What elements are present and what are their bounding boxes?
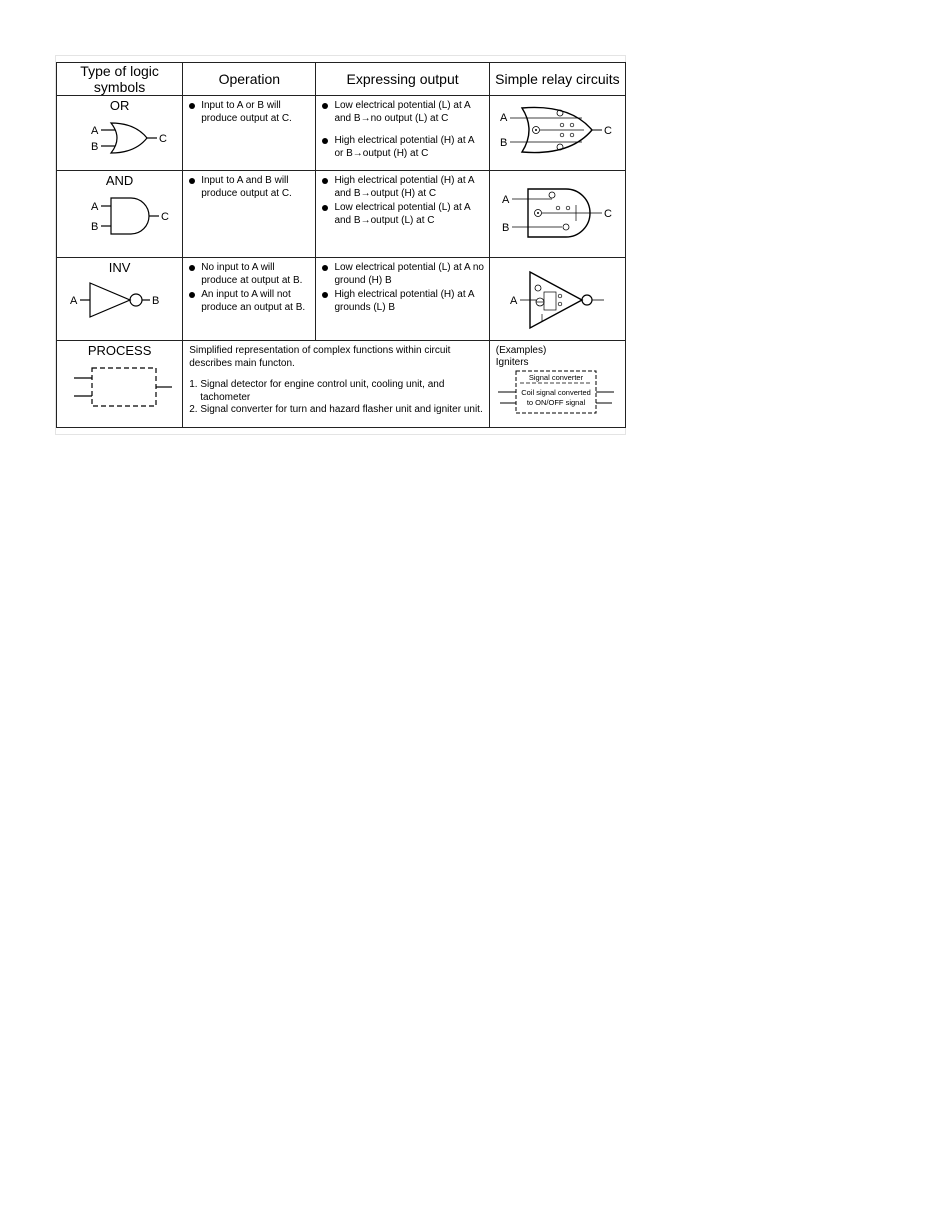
converter-line-1: Coil signal converted <box>521 388 592 397</box>
and-output-item-2: Low electrical potential (L) at A and B→output (L) at C <box>322 202 484 227</box>
cell-and-relay <box>489 171 625 258</box>
cell-or-symbol <box>57 96 183 171</box>
cell-or-output <box>316 96 489 171</box>
cell-process-description <box>183 341 490 428</box>
or-relay-terminal-a: A <box>500 112 508 124</box>
header-relay-circuits: Simple relay circuits <box>489 63 625 96</box>
or-output-item-2: High electrical potential (H) at A or B→output (H) at C <box>322 135 484 160</box>
logic-symbols-table <box>56 62 626 428</box>
or-operation-item: Input to A or B will produce output at C. <box>189 100 311 125</box>
header-expressing-output: Expressing output <box>316 63 489 96</box>
and-output-item-1: High electrical potential (H) at A and B→output (H) at C <box>322 175 484 200</box>
cell-and-operation <box>183 171 316 258</box>
cell-process-symbol <box>57 341 183 428</box>
table-header-row <box>57 63 626 96</box>
cell-process-examples <box>489 341 625 428</box>
cell-or-operation <box>183 96 316 171</box>
and-gate-icon <box>65 188 175 244</box>
process-block-icon <box>60 358 180 414</box>
converter-line-2: to ON/OFF signal <box>527 398 586 407</box>
process-symbol-name: PROCESS <box>87 343 152 358</box>
cell-inv-operation <box>183 258 316 341</box>
converter-title: Signal converter <box>529 373 584 382</box>
and-relay-terminal-b: B <box>502 222 510 234</box>
or-terminal-c: C <box>158 133 167 145</box>
cell-inv-output <box>316 258 489 341</box>
table-row-inv <box>57 258 626 341</box>
and-relay-terminal-a: A <box>502 194 510 206</box>
or-symbol-name: OR <box>109 98 130 113</box>
process-list-item-2: 2. Signal converter for turn and hazard flasher unit and igniter unit. <box>189 404 483 415</box>
inv-symbol-name: INV <box>108 260 131 275</box>
table-row-process <box>57 341 626 428</box>
process-description: Simplified representation of complex functions within circuit describes main functon. <box>189 345 451 369</box>
table-row-or <box>57 96 626 171</box>
igniter-signal-converter-icon <box>492 369 622 419</box>
inv-terminal-b: B <box>151 295 159 307</box>
or-relay-terminal-c: C <box>604 125 613 137</box>
and-symbol-name: AND <box>105 173 134 188</box>
process-list-item-1: 1. Signal detector for engine control unit, cooling unit, and tachometer <box>189 379 445 403</box>
and-operation-item: Input to A and B will produce output at C. <box>189 175 311 200</box>
or-output-item-1: Low electrical potential (L) at A and B→no output (L) at C <box>322 100 484 125</box>
inverter-gate-icon <box>60 275 180 325</box>
cell-and-output <box>316 171 489 258</box>
or-relay-circuit-icon <box>492 96 622 162</box>
inv-relay-terminal-a: A <box>510 295 518 307</box>
or-relay-terminal-b: B <box>500 137 508 149</box>
examples-item: Igniters <box>495 357 529 368</box>
cell-and-symbol <box>57 171 183 258</box>
inv-operation-item-1: No input to A will produce at output at B. <box>189 262 311 287</box>
inv-output-item-1: Low electrical potential (L) at A no ground (H) B <box>322 262 484 287</box>
and-terminal-c: C <box>160 211 169 223</box>
header-operation: Operation <box>183 63 316 96</box>
cell-inv-relay <box>489 258 625 341</box>
inv-operation-item-2: An input to A will not produce an output at B. <box>189 289 311 314</box>
inv-terminal-a: A <box>69 295 77 307</box>
or-terminal-b: B <box>90 141 98 153</box>
and-relay-circuit-icon <box>492 171 622 255</box>
and-terminal-b: B <box>90 221 98 233</box>
or-terminal-a: A <box>90 125 98 137</box>
cell-or-relay <box>489 96 625 171</box>
inv-output-item-2: High electrical potential (H) at A grounds (L) B <box>322 289 484 314</box>
or-gate-icon <box>65 113 175 163</box>
table-row-and <box>57 171 626 258</box>
header-type: Type of logic symbols <box>57 63 183 96</box>
examples-label: (Examples) <box>495 345 547 356</box>
inv-relay-circuit-icon <box>492 258 622 338</box>
and-relay-terminal-c: C <box>604 208 613 220</box>
and-terminal-a: A <box>90 201 98 213</box>
cell-inv-symbol <box>57 258 183 341</box>
